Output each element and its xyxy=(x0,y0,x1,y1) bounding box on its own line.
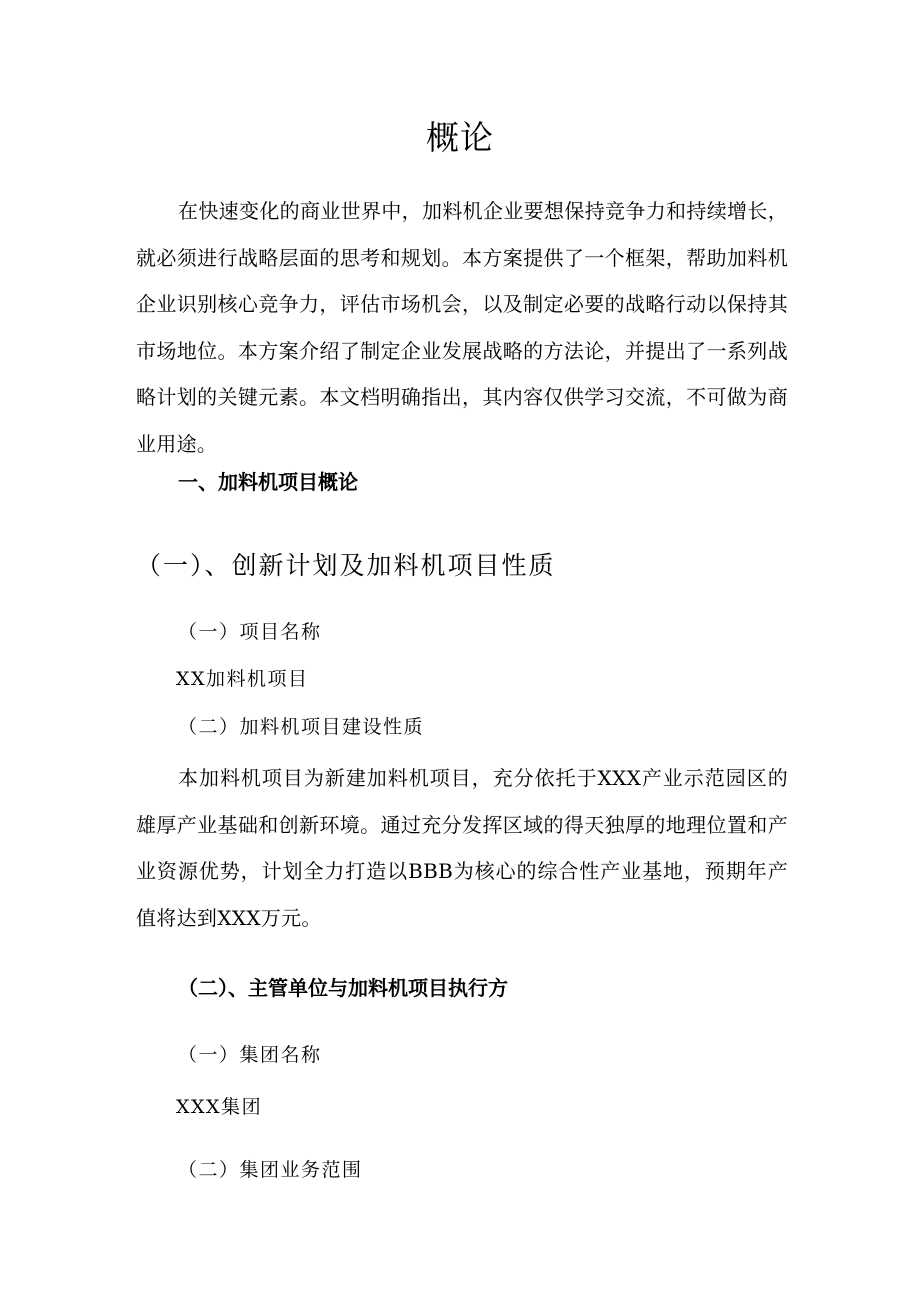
item-label-business-scope: （二）集团业务范围 xyxy=(178,1159,363,1181)
section-heading-1: 一、加料机项目概论 xyxy=(178,470,358,494)
item-value-project-name: XX加料机项目 xyxy=(176,668,309,690)
subsection-heading-2: （二）、主管单位与加料机项目执行方 xyxy=(178,976,508,1000)
item-label-project-name: （一）项目名称 xyxy=(178,621,322,643)
item-label-construction-nature: （二）加料机项目建设性质 xyxy=(178,716,425,738)
subsection-heading-1: （一）、创新计划及加料机项目性质 xyxy=(136,551,556,580)
page-title: 概论 xyxy=(426,118,494,157)
item-value-group-name: XXX集团 xyxy=(176,1096,263,1118)
intro-paragraph: 在快速变化的商业世界中，加料机企业要想保持竞争力和持续增长，就必须进行战略层面的思考和规划。本方案提供了一个框架，帮助加料机企业识别核心竞争力，评估市场机会，以及制定必要的战略行动以保持其市场地位。本方案介绍了制定企业发展战略的方法论，并提出了一系列战略计划的关键元素。本文档明确指出，其内容仅供学习交流，不可做为商业用途。 xyxy=(136,199,788,456)
construction-nature-paragraph: 本加料机项目为新建加料机项目，充分依托于XXX产业示范园区的雄厚产业基础和创新环境。通过充分发挥区域的得天独厚的地理位置和产业资源优势，计划全力打造以BBB为核心的综合性产业基地，预期年产值将达到XXX万元。 xyxy=(136,766,788,930)
item-label-group-name: （一）集团名称 xyxy=(178,1044,322,1066)
